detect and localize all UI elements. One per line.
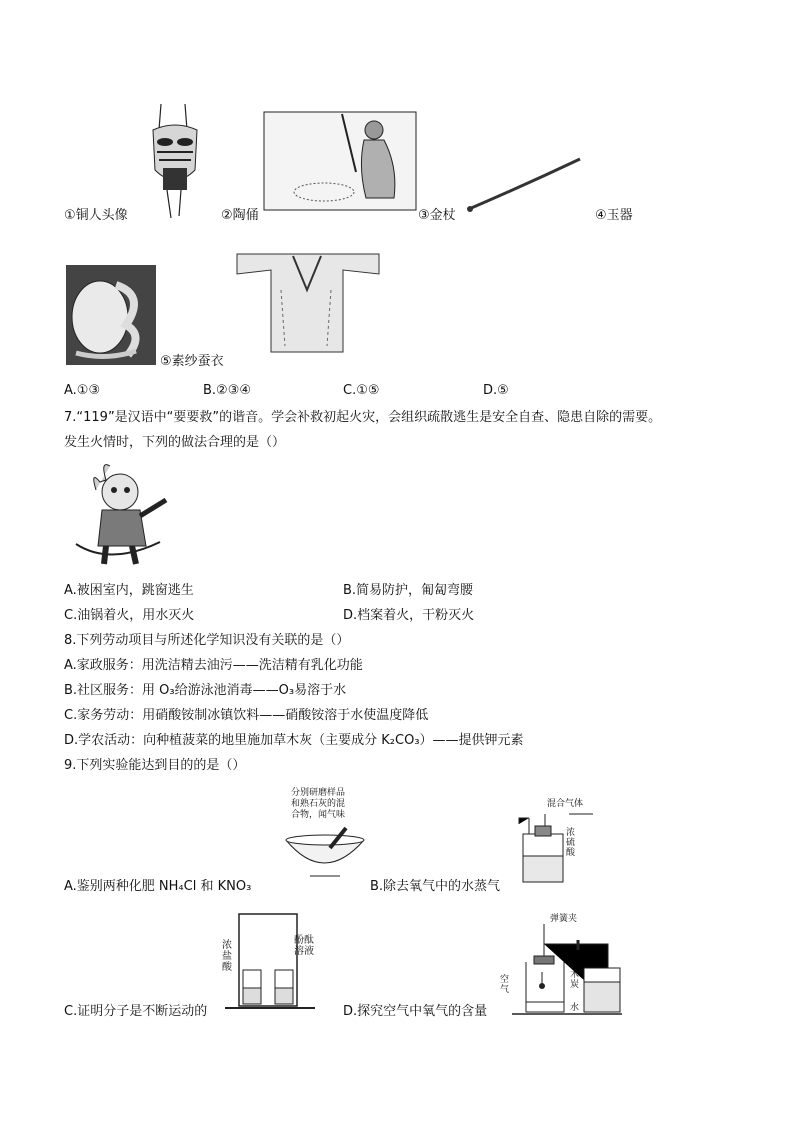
q6-option-a[interactable]: A.①③ xyxy=(64,383,101,398)
q6-option-c[interactable]: C.①⑤ xyxy=(343,383,380,398)
q9-option-a[interactable]: A.鉴别两种化肥 NH₄Cl 和 KNO₃ xyxy=(64,879,252,894)
q7-option-d[interactable]: D.档案着火，干粉灭火 xyxy=(343,608,475,623)
q9-option-b[interactable]: B.除去氧气中的水蒸气 xyxy=(370,879,501,894)
q8-stem: 8.下列劳动项目与所述化学知识没有关联的是（） xyxy=(64,633,350,648)
figure-d-air-label: 空气 xyxy=(500,975,510,995)
q7-stem-line1: 7.“119”是汉语中“要要救”的谐音。学会补救初起火灾，会组织疏散逃生是安全自查、隐患自除的需要。 xyxy=(64,410,662,425)
q7-stem-line2: 发生火情时，下列的做法合理的是（） xyxy=(64,435,286,450)
q9-stem: 9.下列实验能达到目的的是（） xyxy=(64,758,246,773)
figure-b-acid-label: 浓硫酸 xyxy=(566,828,576,858)
figure-b-gas-label: 混合气体 xyxy=(547,799,584,809)
q8-option-a[interactable]: A.家政服务：用洗洁精去油污——洗洁精有乳化功能 xyxy=(64,658,363,673)
q7-option-c[interactable]: C.油锅着火，用水灭火 xyxy=(64,608,195,623)
figure-c-left-label: 浓盐酸 xyxy=(222,940,232,973)
caption-silk-garment: ⑤素纱蚕衣 xyxy=(160,354,224,369)
q7-option-b[interactable]: B.简易防护，匍匐弯腰 xyxy=(343,583,474,598)
caption-pottery-figure: ②陶俑 xyxy=(221,208,259,223)
caption-bronze-head: ①铜人头像 xyxy=(64,208,128,223)
figure-d-clip-label: 弹簧夹 xyxy=(550,914,578,924)
figure-a-label-line1: 分别研磨样品 xyxy=(290,788,345,798)
figure-a-label-line3: 合物，闻气味 xyxy=(290,810,345,820)
caption-jade: ④玉器 xyxy=(595,208,633,223)
figure-a-label-line2: 和熟石灰的混 xyxy=(290,799,345,809)
q9-option-c[interactable]: C.证明分子是不断运动的 xyxy=(64,1004,208,1019)
q8-option-c[interactable]: C.家务劳动：用硝酸铵制冰镇饮料——硝酸铵溶于水使温度降低 xyxy=(64,708,429,723)
q6-option-d[interactable]: D.⑤ xyxy=(483,383,509,398)
q9-option-d[interactable]: D.探究空气中氧气的含量 xyxy=(343,1004,488,1019)
figure-d-carbon-label: 木炭 xyxy=(570,970,580,990)
caption-golden-staff: ③金杖 xyxy=(418,208,456,223)
q8-option-d[interactable]: D.学农活动：向种植菠菜的地里施加草木灰（主要成分 K₂CO₃）——提供钾元素 xyxy=(64,733,524,748)
q6-option-b[interactable]: B.②③④ xyxy=(203,383,252,398)
figure-d-water-label: 水 xyxy=(570,1003,580,1013)
q8-option-b[interactable]: B.社区服务：用 O₃给游泳池消毒——O₃易溶于水 xyxy=(64,683,347,698)
figure-c-right-label: 酚酞溶液 xyxy=(294,935,314,957)
q7-option-a[interactable]: A.被困室内，跳窗逃生 xyxy=(64,583,194,598)
